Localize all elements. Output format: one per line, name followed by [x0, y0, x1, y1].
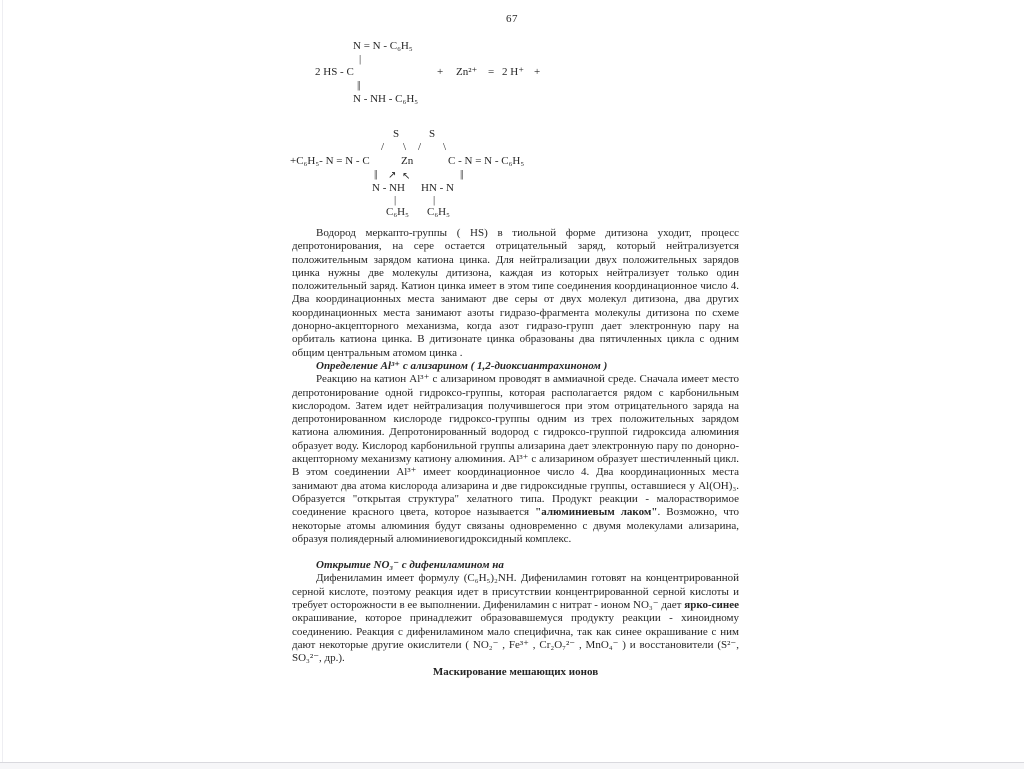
azo-group-top: N = N - C₆H₅ [353, 40, 413, 52]
mercapto-carbon-group: 2 HS - C [315, 66, 354, 78]
hydrazo-group-right: HN - N [421, 182, 454, 194]
plus-sign: + [437, 66, 444, 78]
single-bond: | [359, 53, 362, 65]
heading-nitrate-diphenylamine [292, 559, 739, 572]
hydrazo-group-bottom: N - NH - C₆H₅ [353, 93, 419, 105]
page-left-edge [2, 0, 3, 762]
heading-masking-ions [292, 666, 739, 679]
double-bond-right: || [460, 168, 463, 180]
single-bond-left: | [394, 194, 397, 206]
paragraph-aluminium-alizarin [292, 373, 739, 546]
sulfur-atom-right: S [429, 128, 436, 140]
zinc-ion: Zn²⁺ [456, 66, 478, 78]
paragraph-text: Дифениламин имеет формулу (C₆H₅)₂NH. Дифениламин готовят на концентрированной серной кислоте, поэтому реакция идет в присутствии концентрированной серной кислоты и требует осторожности в ее выполнении. Дифениламин с нитрат - ионом NO₃⁻ дает [292, 572, 739, 612]
single-bond-right: | [433, 194, 436, 206]
phenylazo-chain-left: +C₆H₅- N = N - C [290, 155, 370, 167]
body-text-column [292, 227, 739, 679]
bright-blue-bold-term: ярко-синее [684, 599, 739, 612]
aluminium-lacquer-bold-term: "алюминиевым лаком" [535, 506, 658, 519]
structure-zinc-dithizonate-complex [290, 128, 540, 223]
coordination-arrow-left-icon: ↗ [388, 170, 397, 181]
hydrogen-ions: 2 H⁺ [502, 66, 524, 78]
sulfur-atom-left: S [393, 128, 400, 140]
page-number: 67 [506, 13, 518, 25]
bond-slash: / [418, 141, 422, 153]
heading-aluminium-alizarin [292, 360, 739, 373]
paragraph-text: Водород меркапто-группы ( HS) в тиольной форме дитизона уходит, процесс депротонирования, на сере остается отрицательный заряд, который нейтрализуется положительным зарядом катиона цинка. Для нейтрализации двух положительных зарядов цинка нужны две молекулы дитизона, каждая из которых нейтрализует только один положительный заряд. Катион цинка имеет в этом типе соединения координационное число 4. Два координационных места занимают две серы от двух молекул дитизона, два других координационных места занимают азоты гидразо-фрагмента молекулы дитизона по схеме донорно-акцепторного механизма, когда азот гидразо-групп дает электронную пару на орбиталь катиона цинка. В дитизонате цинка образованы два пятичленных цикла с одним общим центральным атомом цинка . [292, 227, 739, 359]
heading-text: Маскирование мешающих ионов [432, 665, 599, 678]
reaction-scheme-dithizone-zinc [315, 40, 575, 110]
equals-sign: = [488, 66, 495, 78]
paragraph-diphenylamine [292, 572, 739, 665]
phenyl-group-left: C₆H₅ [386, 206, 409, 218]
double-bond: || [357, 79, 360, 91]
heading-text: Определение Al³⁺ с ализарином ( 1,2-диоксиантрахиноном ) [316, 359, 608, 372]
paragraph-text: . Возможно, что некоторые атомы алюминия будут связаны одновременно с двумя молекулами ализарина, образуя полиядерный алюминиевогидроксидный комплекс. [292, 506, 739, 545]
heading-text: Открытие NO₃⁻ с дифениламином на [316, 559, 504, 572]
phenylazo-chain-right: C - N = N - C₆H₅ [448, 155, 525, 167]
bond-slash: / [381, 141, 385, 153]
zinc-atom: Zn [401, 155, 414, 167]
paragraph-zinc-dithizonate [292, 227, 739, 360]
hydrazo-group-left: N - NH [372, 182, 405, 194]
paragraph-text: Реакцию на катион Al³⁺ с ализарином проводят в аммиачной среде. Сначала имеет место депротонирование одной гидроксо-группы, которая располагается рядом с карбонильным кислородом. Затем идет нейтрализация получившегося при этом отрицательного заряда на депротонированном кислороде гидроксо-группы одним из трех положительных зарядом катиона алюминия. Депротонированный водород с гидроксо-группой гидроксида алюминия образует воду. Кислород карбонильной группы ализарина дает электронную пару по донорно-акцепторному механизму катиону алюминия. Al³⁺ с ализарином образует шестичленный цикл. В этом соединении Al³⁺ имеет координационное число 4. Два координационных места занимают два атома кислорода ализарина и две гидроксидные группы, оставшиеся у Al(OH)₃. Образуется "открытая структура" хелатного типа. Продукт реакции - малорастворимое соединение красного цвета, которое называется [292, 373, 739, 519]
plus-sign: + [534, 66, 541, 78]
phenyl-group-right: C₆H₅ [427, 206, 450, 218]
double-bond-left: || [374, 168, 377, 180]
slide-bottom-edge [0, 762, 1024, 769]
paragraph-text: окрашивание, которое принадлежит образовавшемуся продукту реакции - хиноидному соединению. Реакция с дифениламином мало специфична, так как синее окрашивание с ним дают некоторые другие окислители ( NO₂⁻ , Fe³⁺ , Cr₂O₇²⁻ , MnO₄⁻ ) и восстановители (S²⁻, SO₃²⁻, др.). [292, 612, 739, 665]
bond-backslash: \ [403, 141, 407, 153]
bond-backslash: \ [443, 141, 447, 153]
coordination-arrow-right-icon: ↖ [402, 171, 411, 182]
